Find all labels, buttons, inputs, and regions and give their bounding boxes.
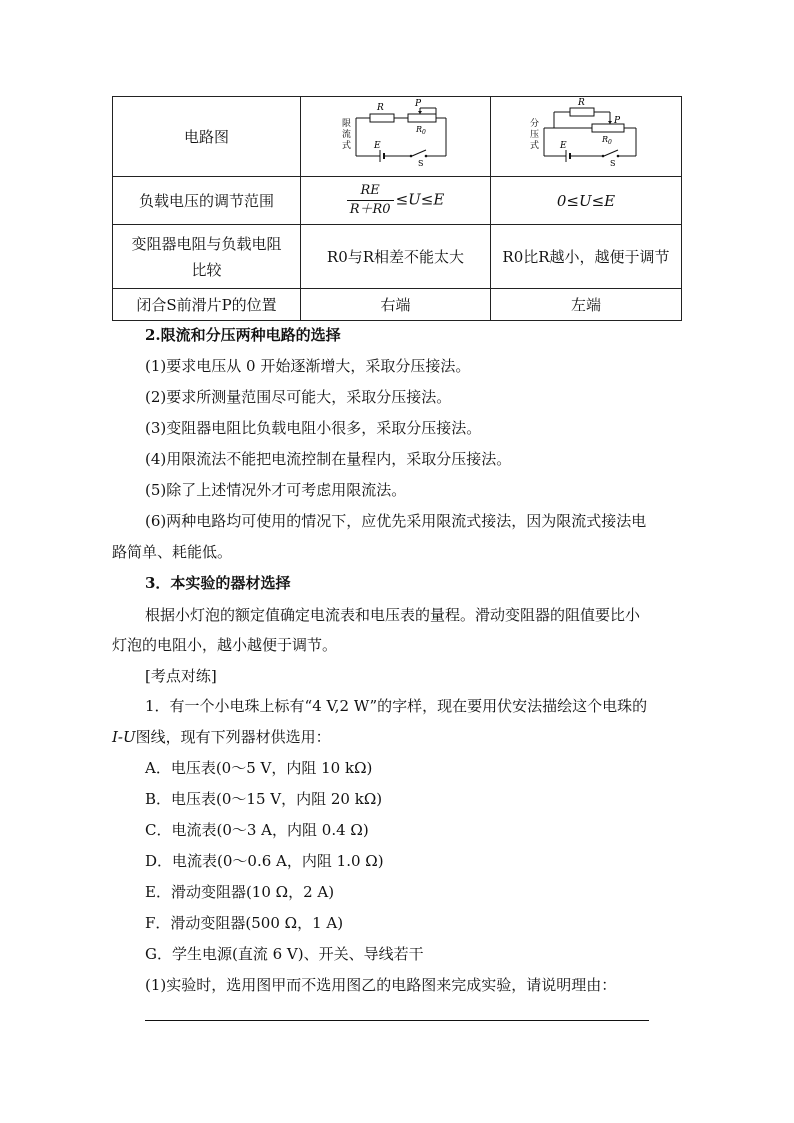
label-e: E — [373, 140, 381, 151]
question-1-line1: 1．有一个小电珠上标有“4 V,2 W”的字样，现在要用伏安法描绘这个电珠的 — [145, 697, 648, 715]
divider-range-text: 0≤U≤E — [556, 191, 616, 210]
resistor-r — [570, 108, 594, 116]
label-p: P — [414, 98, 421, 109]
limit-slider-position: 右端 — [301, 289, 491, 321]
label-e: E — [560, 140, 567, 151]
comparison-table — [112, 96, 682, 321]
row-label-voltage-range: 负载电压的调节范围 — [113, 177, 301, 225]
list-item: (3)变阻器电阻比负载电阻小很多，采取分压接法。 — [145, 419, 482, 437]
fraction-numerator: RE — [347, 182, 394, 201]
section2-heading: 2.限流和分压两种电路的选择 — [145, 326, 341, 344]
limit-circuit-label-3: 式 — [341, 140, 351, 151]
divider-slider-position: 左端 — [491, 289, 682, 321]
table-row — [113, 225, 682, 289]
table-row — [113, 177, 682, 225]
section3-body-line2: 灯泡的电阻小，越小越便于调节。 — [112, 636, 338, 654]
limit-circuit-cell — [301, 97, 491, 177]
divider-circuit-label-1: 分 — [530, 118, 540, 129]
rheostat-r0 — [408, 114, 436, 122]
row-label-line1: 变阻器电阻与负载电阻 — [131, 234, 282, 253]
limit-circuit-label-2: 流 — [341, 129, 351, 140]
resistor-r — [370, 114, 394, 122]
limit-resistance-compare: R0与R相差不能太大 — [301, 225, 491, 289]
limit-circuit-diagram — [336, 98, 456, 168]
option-b: B．电压表(0～15 V，内阻 20 kΩ) — [145, 790, 383, 808]
range-tail: ≤U≤E — [395, 190, 445, 209]
row-label-slider-position: 闭合S前滑片P的位置 — [113, 289, 301, 321]
table-row — [113, 289, 682, 321]
divider-circuit-label-2: 压 — [530, 129, 540, 140]
list-item: (2)要求所测量范围尽可能大，采取分压接法。 — [145, 388, 452, 406]
list-item: (1)要求电压从 0 开始逐渐增大，采取分压接法。 — [145, 357, 471, 375]
practice-tag: [考点对练] — [145, 667, 217, 685]
divider-circuit-label-3: 式 — [530, 140, 540, 151]
label-p: P — [614, 115, 621, 126]
option-g: G．学生电源(直流 6 V)、开关、导线若干 — [145, 945, 424, 963]
label-s: S — [417, 158, 423, 168]
switch-icon — [604, 150, 618, 156]
row-label-line2: 比较 — [191, 260, 222, 279]
limit-voltage-range — [301, 177, 491, 225]
option-f: F．滑动变阻器(500 Ω，1 A) — [145, 914, 344, 932]
switch-icon — [412, 150, 426, 156]
fraction-denominator: R＋R0 — [349, 202, 391, 217]
divider-voltage-range — [491, 177, 682, 225]
divider-circuit-diagram — [526, 98, 646, 168]
label-s: S — [610, 158, 616, 168]
option-a: A．电压表(0～5 V，内阻 10 kΩ) — [145, 759, 373, 777]
question-1-line2-text: 图线，现有下列器材供选用： — [135, 728, 331, 746]
divider-circuit-cell — [491, 97, 682, 177]
label-r0: $R_0$ — [415, 124, 426, 136]
option-c: C．电流表(0～3 A，内阻 0.4 Ω) — [145, 821, 369, 839]
answer-blank-line[interactable] — [145, 1020, 649, 1021]
question-1-line2 — [112, 727, 331, 747]
divider-resistance-compare: R0比R越小，越便于调节 — [491, 225, 682, 289]
sub-question-1: (1)实验时，选用图甲而不选用图乙的电路图来完成实验，请说明理由： — [145, 976, 617, 994]
section3-body-line1: 根据小灯泡的额定值确定电流表和电压表的量程。滑动变阻器的阻值要比小 — [145, 606, 641, 624]
iu-label: I-U — [112, 728, 136, 746]
section3-heading: 3．本实验的器材选择 — [145, 574, 291, 592]
table-row — [113, 97, 682, 177]
list-item: (4)用限流法不能把电流控制在量程内，采取分压接法。 — [145, 450, 512, 468]
label-r: R — [376, 102, 384, 113]
label-r0: $R_0$ — [602, 134, 612, 146]
row-label-resistance-compare — [113, 225, 301, 289]
option-e: E．滑动变阻器(10 Ω，2 A) — [145, 883, 335, 901]
limit-circuit-label-1: 限 — [341, 118, 351, 129]
row-label-circuit: 电路图 — [113, 97, 301, 177]
option-d: D．电流表(0～0.6 A，内阻 1.0 Ω) — [145, 852, 384, 870]
list-item: (5)除了上述情况外才可考虑用限流法。 — [145, 481, 407, 499]
label-r: R — [578, 97, 585, 108]
voltage-fraction — [347, 182, 394, 219]
list-item-continued: 路简单、耗能低。 — [112, 543, 233, 561]
list-item: (6)两种电路均可使用的情况下，应优先采用限流式接法，因为限流式接法电 — [145, 512, 647, 530]
